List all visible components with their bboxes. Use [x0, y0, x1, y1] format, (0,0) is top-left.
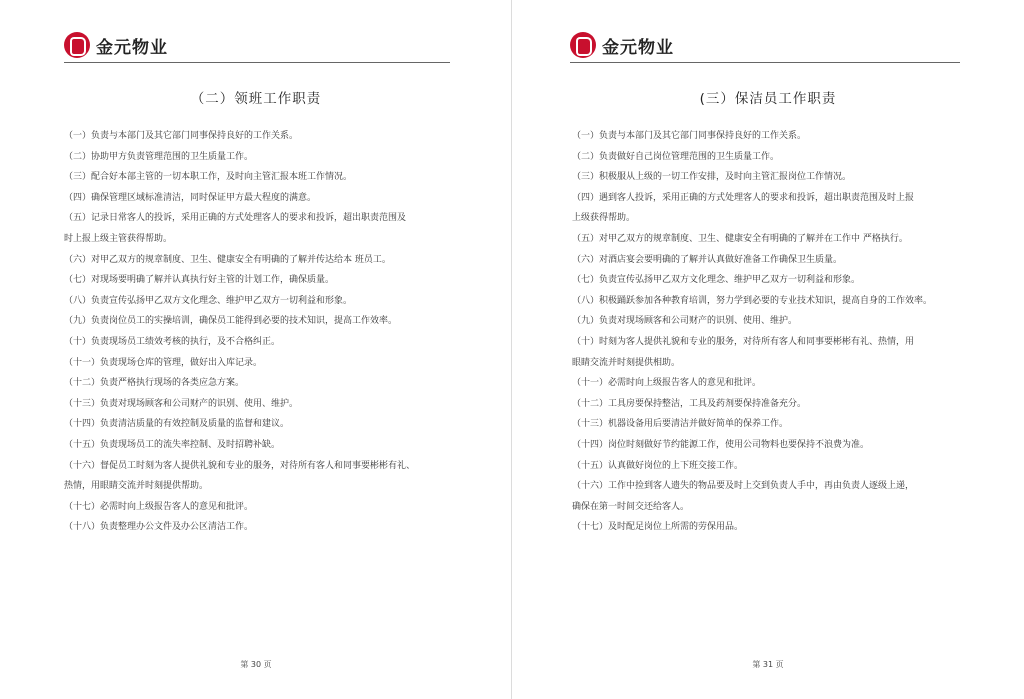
list-item: （六）对酒店宴会要明确的了解并认真做好准备工作确保卫生质量。 — [572, 254, 843, 265]
header-rule — [64, 62, 450, 63]
list-item: （十七）及时配足岗位上所需的劳保用品。 — [572, 522, 744, 533]
list-item-continuation: 热情，用眼睛交流并时刻提供帮助。 — [64, 481, 209, 492]
duty-list — [64, 126, 464, 538]
list-item: （十）时刻为客人提供礼貌和专业的服务，对待所有客人和同事要彬彬有礼、热情，用 — [572, 336, 915, 347]
list-item: （十二）负责严格执行现场的各类应急方案。 — [64, 378, 245, 389]
list-item: （九）负责对现场顾客和公司财产的识别、使用、维护。 — [572, 316, 798, 327]
page-number: 第 30 页 — [240, 660, 272, 669]
list-item: （七）负责宣传弘扬甲乙双方文化理念、维护甲乙双方一切利益和形象。 — [572, 275, 861, 286]
list-item: （四）遇到客人投诉，采用正确的方式处理客人的要求和投诉，超出职责范围及时上报 — [572, 192, 915, 203]
list-item: （十五）负责现场员工的流失率控制、及时招聘补缺。 — [64, 439, 281, 450]
section-title: （二）领班工作职责 — [190, 91, 322, 107]
list-item: （十四）负责清洁质量的有效控制及质量的监督和建议。 — [64, 419, 290, 430]
list-item: （一）负责与本部门及其它部门同事保持良好的工作关系。 — [64, 131, 299, 141]
list-item: （五）记录日常客人的投诉，采用正确的方式处理客人的要求和投诉，超出职责范围及 — [64, 213, 407, 224]
list-item: （十五）认真做好岗位的上下班交接工作。 — [572, 460, 744, 471]
list-item: （十二）工具房要保持整洁，工具及药剂要保持准备充分。 — [572, 398, 807, 409]
company-name: 金元物业 — [602, 37, 674, 58]
page-header — [570, 28, 674, 62]
list-item-continuation: 眼睛交流并时刻提供相助。 — [572, 357, 681, 368]
list-item: （九）负责岗位员工的实操培训，确保员工能得到必要的技术知识，提高工作效率。 — [64, 316, 398, 327]
section-title: (三）保洁员工作职责 — [699, 91, 837, 107]
list-item: （八）积极踊跃参加各种教育培训，努力学到必要的专业技术知识，提高自身的工作效率。 — [572, 295, 933, 306]
jinyuan-logo-icon — [64, 32, 90, 58]
list-item: （十七）必需时向上级报告客人的意见和批评。 — [64, 501, 254, 512]
list-item: （二）协助甲方负责管理范围的卫生质量工作。 — [64, 151, 254, 162]
list-item: （十六）督促员工时刻为客人提供礼貌和专业的服务，对待所有客人和同事要彬彬有礼、 — [64, 460, 416, 471]
list-item: （十六）工作中捡到客人遗失的物品要及时上交到负责人手中，再由负责人逐级上递， — [572, 481, 915, 492]
list-item: （一）负责与本部门及其它部门同事保持良好的工作关系。 — [572, 131, 807, 141]
company-name: 金元物业 — [96, 37, 168, 58]
list-item: （十四）岗位时刻做好节约能源工作，使用公司物料也要保持不浪费为准。 — [572, 439, 870, 450]
list-item-continuation: 确保在第一时间交还给客人。 — [572, 501, 690, 512]
list-item: （十一）负责现场仓库的管理，做好出入库记录。 — [64, 357, 263, 368]
header-rule — [570, 62, 960, 63]
list-item: （六）对甲乙双方的规章制度、卫生、健康安全有明确的了解并传达给本 班员工。 — [64, 254, 391, 265]
list-item: （三）积极服从上级的一切工作安排，及时向主管汇报岗位工作情况。 — [572, 172, 852, 183]
list-item-continuation: 上级获得帮助。 — [572, 213, 636, 224]
list-item: （四）确保管理区域标准清洁，同时保证甲方最大程度的满意。 — [64, 192, 317, 203]
list-item: （十八）负责整理办公文件及办公区清洁工作。 — [64, 522, 254, 533]
list-item: （十）负责现场员工绩效考核的执行，及不合格纠正。 — [64, 336, 281, 347]
page-right — [512, 0, 1024, 699]
list-item: （十三）机器设备用后要清洁并做好简单的保养工作。 — [572, 419, 789, 430]
jinyuan-logo-icon — [570, 32, 596, 58]
list-item: （二）负责做好自己岗位管理范围的卫生质量工作。 — [572, 151, 780, 162]
list-item: （七）对现场要明确了解并认真执行好主管的计划工作，确保质量。 — [64, 275, 335, 286]
list-item-continuation: 时上报上级主管获得帮助。 — [64, 233, 173, 244]
list-item: （八）负责宣传弘扬甲乙双方文化理念、维护甲乙双方一切利益和形象。 — [64, 295, 353, 306]
list-item: （十一）必需时向上级报告客人的意见和批评。 — [572, 378, 762, 389]
page-header — [64, 28, 168, 62]
duty-list — [572, 126, 982, 538]
list-item: （五）对甲乙双方的规章制度、卫生、健康安全有明确的了解并在工作中 严格执行。 — [572, 233, 908, 244]
list-item: （十三）负责对现场顾客和公司财产的识别、使用、维护。 — [64, 398, 299, 409]
list-item: （三）配合好本部主管的一切本职工作，及时向主管汇报本班工作情况。 — [64, 172, 353, 183]
page-number: 第 31 页 — [752, 660, 784, 669]
